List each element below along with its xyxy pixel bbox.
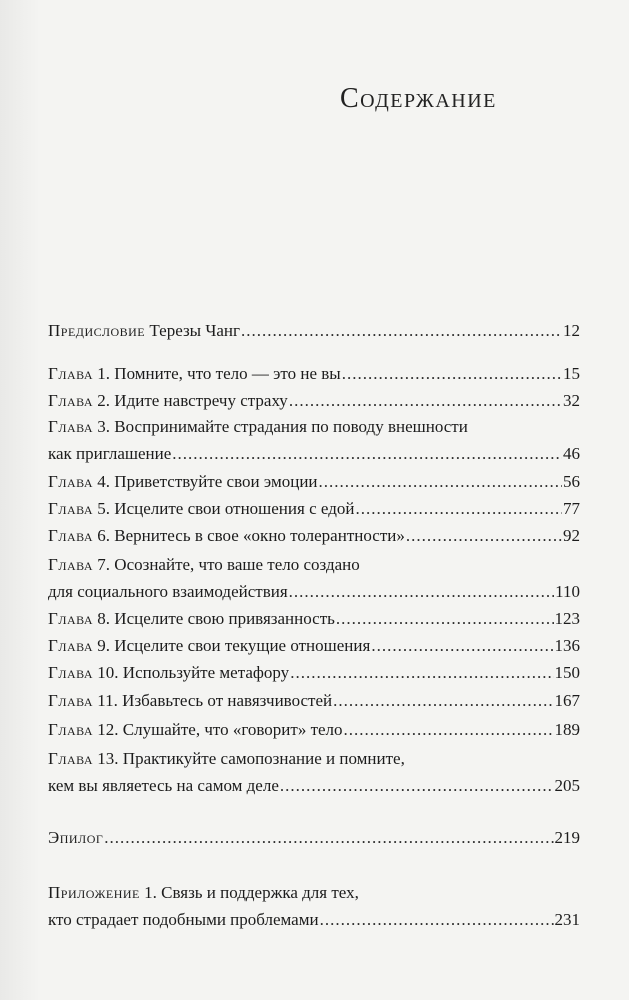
toc-entry: [48, 388, 580, 414]
toc-page-number: 219: [554, 828, 580, 847]
toc-entry-text: Глава 11. Избавьтесь от навязчивостей: [48, 691, 333, 710]
toc-leader-dots: [290, 660, 553, 686]
toc-entry: [48, 361, 580, 387]
toc-page-number: 110: [555, 582, 580, 601]
toc-entry: [48, 825, 580, 851]
toc-page-number: 56: [563, 472, 580, 491]
toc-page-number: 123: [554, 609, 580, 628]
toc-entry: [48, 579, 580, 605]
toc-entry: [48, 318, 580, 344]
toc-entry: [48, 469, 580, 495]
toc-entry: [48, 907, 580, 933]
toc-leader-dots: [280, 773, 554, 799]
toc-page-number: 231: [554, 910, 580, 929]
toc-entry-text: кем вы являетесь на самом деле: [48, 776, 279, 795]
toc-entry-text: Глава 5. Исцелите свои отношения с едой: [48, 499, 355, 518]
toc-page-number: 150: [554, 663, 580, 682]
toc-entry-text: кто страдает подобными проблемами: [48, 910, 319, 929]
toc-entry: [48, 606, 580, 632]
toc-leader-dots: [342, 361, 562, 387]
toc-leader-dots: [406, 523, 562, 549]
toc-leader-dots: [371, 633, 553, 659]
toc-entry-text: Глава 8. Исцелите свою привязанность: [48, 609, 335, 628]
toc-page-number: 205: [554, 776, 580, 795]
toc-entry: [48, 633, 580, 659]
toc-entry: [48, 523, 580, 549]
toc-entry-text: Глава 2. Идите навстречу страху: [48, 391, 288, 410]
toc-entry-continued: [48, 414, 580, 440]
toc-entry-text: Глава 12. Слушайте, что «говорит» тело: [48, 720, 343, 739]
toc-entry: [48, 773, 580, 799]
toc-entry-continued: [48, 552, 580, 578]
toc-leader-dots: [355, 496, 562, 522]
toc-leader-dots: [289, 579, 554, 605]
toc-entry: [48, 441, 580, 467]
toc-entry-text: Предисловие Терезы Чанг: [48, 321, 240, 340]
toc-entry-text: Глава 9. Исцелите свои текущие отношения: [48, 636, 371, 655]
toc-leader-dots: [319, 469, 562, 495]
toc-leader-dots: [344, 717, 554, 743]
toc-entry-text: как приглашение: [48, 444, 172, 463]
toc-leader-dots: [289, 388, 562, 414]
page-title: Содержание: [340, 83, 497, 114]
toc-leader-dots: [320, 907, 554, 933]
toc-leader-dots: [336, 606, 554, 632]
toc-entry-text: Глава 7. Осознайте, что ваше тело создано: [48, 555, 360, 574]
toc-leader-dots: [241, 318, 562, 344]
toc-leader-dots: [104, 825, 553, 851]
toc-page-number: 92: [563, 526, 580, 545]
toc-page-number: 77: [563, 499, 580, 518]
toc-page-number: 167: [554, 691, 580, 710]
toc-entry-text: Приложение 1. Связь и поддержка для тех,: [48, 883, 359, 902]
toc-entry: [48, 717, 580, 743]
toc-leader-dots: [333, 688, 553, 714]
toc-page-number: 189: [554, 720, 580, 739]
toc-page-number: 32: [563, 391, 580, 410]
toc-entry-text: Глава 10. Используйте метафору: [48, 663, 290, 682]
toc-entry-text: Глава 13. Практикуйте самопознание и помните,: [48, 749, 405, 768]
toc-leader-dots: [172, 441, 562, 467]
toc-entry: [48, 496, 580, 522]
toc-entry-continued: [48, 880, 580, 906]
toc-entry-continued: [48, 746, 580, 772]
toc-entry: [48, 660, 580, 686]
toc-page-number: 12: [563, 321, 580, 340]
toc-page-number: 15: [563, 364, 580, 383]
toc-entry-text: Глава 6. Вернитесь в свое «окно толерантности»: [48, 526, 405, 545]
toc-page-number: 136: [554, 636, 580, 655]
toc-entry: [48, 688, 580, 714]
toc-entry-text: для социального взаимодействия: [48, 582, 288, 601]
toc-page-number: 46: [563, 444, 580, 463]
toc-entry-text: Глава 3. Воспринимайте страдания по поводу внешности: [48, 417, 468, 436]
toc-entry-text: Глава 4. Приветствуйте свои эмоции: [48, 472, 318, 491]
toc-entry-text: Эпилог: [48, 828, 104, 847]
toc-entry-text: Глава 1. Помните, что тело — это не вы: [48, 364, 341, 383]
